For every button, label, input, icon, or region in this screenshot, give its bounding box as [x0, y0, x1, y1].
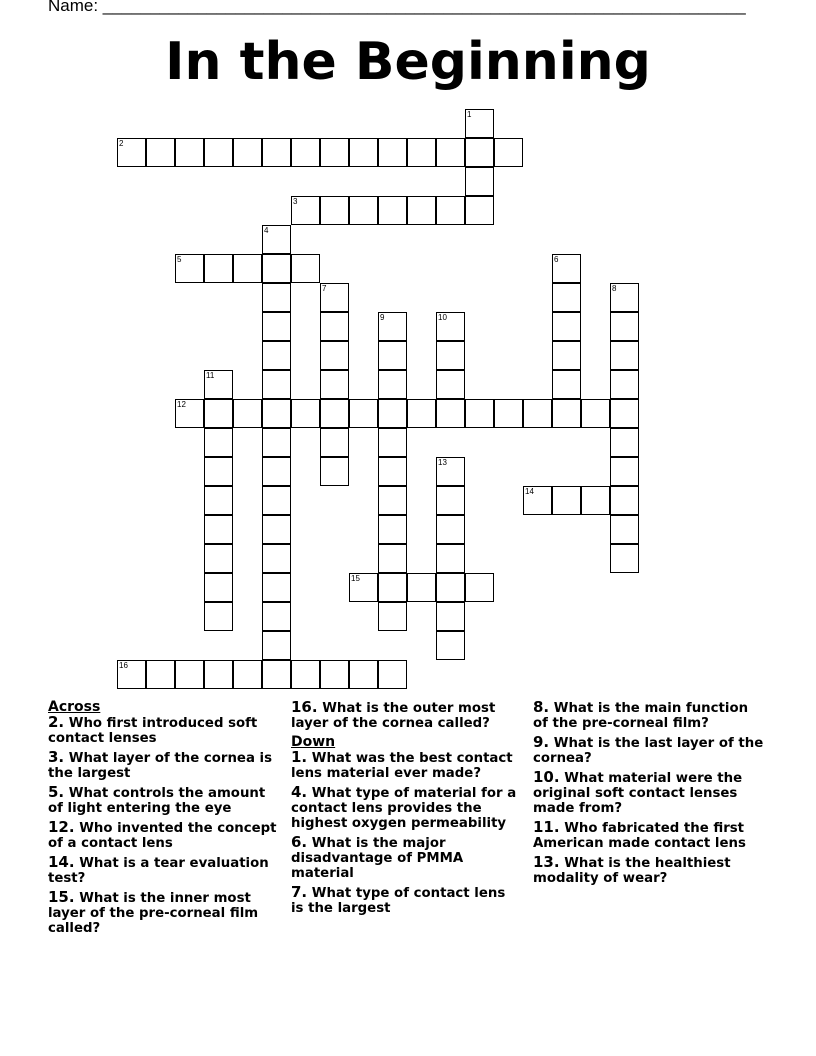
grid-cell[interactable] — [291, 399, 320, 428]
grid-cell[interactable] — [204, 254, 233, 283]
grid-cell[interactable] — [494, 399, 523, 428]
grid-cell[interactable] — [378, 602, 407, 631]
grid-cell[interactable] — [610, 544, 639, 573]
grid-cell[interactable] — [262, 312, 291, 341]
grid-cell[interactable] — [407, 138, 436, 167]
grid-cell[interactable] — [436, 196, 465, 225]
down-clue: 4. What type of material for a contact lens provides the highest oxygen permeability — [291, 783, 517, 831]
down-clue: 11. Who fabricated the first American made contact lens — [533, 818, 746, 851]
grid-cell[interactable] — [552, 312, 581, 341]
grid-cell[interactable] — [233, 254, 262, 283]
grid-cell[interactable] — [552, 370, 581, 399]
grid-cell[interactable] — [407, 573, 436, 602]
grid-cell[interactable] — [378, 138, 407, 167]
across-clue: 15. What is the inner most layer of the pre-corneal film called? — [48, 888, 259, 936]
grid-cell[interactable] — [175, 254, 204, 283]
grid-cell[interactable] — [349, 138, 378, 167]
grid-cell[interactable] — [552, 399, 581, 428]
name-field-label: Name: ____________________________________________________________________ — [48, 0, 746, 15]
grid-cell[interactable] — [262, 660, 291, 689]
grid-cell[interactable] — [436, 631, 465, 660]
grid-cell[interactable] — [436, 515, 465, 544]
grid-cell[interactable] — [465, 138, 494, 167]
grid-cell[interactable] — [610, 283, 639, 312]
grid-cell[interactable] — [436, 457, 465, 486]
grid-cell[interactable] — [262, 254, 291, 283]
grid-cell[interactable] — [436, 602, 465, 631]
clue-number: 9 — [380, 313, 385, 322]
down-clue: 13. What is the healthiest modality of wear? — [533, 853, 731, 886]
grid-cell[interactable] — [465, 573, 494, 602]
grid-cell[interactable] — [349, 573, 378, 602]
grid-cell[interactable] — [465, 399, 494, 428]
grid-cell[interactable] — [465, 196, 494, 225]
down-clue: 6. What is the major disadvantage of PMMA material — [291, 833, 464, 881]
grid-cell[interactable] — [204, 399, 233, 428]
grid-cell[interactable] — [262, 486, 291, 515]
across-clue: 3. What layer of the cornea is the largest — [48, 748, 273, 781]
grid-cell[interactable] — [262, 602, 291, 631]
grid-cell[interactable] — [523, 486, 552, 515]
grid-cell[interactable] — [262, 283, 291, 312]
grid-cell[interactable] — [262, 399, 291, 428]
grid-cell[interactable] — [610, 486, 639, 515]
down-heading: Down — [291, 734, 336, 750]
grid-cell[interactable] — [204, 486, 233, 515]
grid-cell[interactable] — [291, 138, 320, 167]
grid-cell[interactable] — [204, 573, 233, 602]
grid-cell[interactable] — [610, 341, 639, 370]
down-clue: 1. What was the best contact lens material ever made? — [291, 748, 513, 781]
clue-number: 2 — [119, 139, 124, 148]
grid-cell[interactable] — [320, 138, 349, 167]
grid-cell[interactable] — [175, 399, 204, 428]
grid-cell[interactable] — [204, 138, 233, 167]
down-clue: 9. What is the last layer of the cornea? — [533, 733, 764, 766]
grid-cell[interactable] — [233, 660, 262, 689]
grid-cell[interactable] — [378, 370, 407, 399]
grid-cell[interactable] — [552, 283, 581, 312]
down-clue: 10. What material were the original soft contact lenses made from? — [533, 768, 743, 816]
grid-cell[interactable] — [262, 515, 291, 544]
grid-cell[interactable] — [204, 660, 233, 689]
grid-cell[interactable] — [378, 428, 407, 457]
across-heading: Across — [48, 699, 101, 715]
grid-cell[interactable] — [204, 457, 233, 486]
grid-cell[interactable] — [436, 138, 465, 167]
grid-cell[interactable] — [117, 138, 146, 167]
grid-cell[interactable] — [610, 428, 639, 457]
grid-cell[interactable] — [175, 660, 204, 689]
grid-cell[interactable] — [436, 312, 465, 341]
grid-cell[interactable] — [320, 660, 349, 689]
grid-cell[interactable] — [262, 457, 291, 486]
grid-cell[interactable] — [378, 544, 407, 573]
clue-number: 1 — [467, 110, 472, 119]
grid-cell[interactable] — [610, 370, 639, 399]
grid-cell[interactable] — [291, 660, 320, 689]
grid-cell[interactable] — [262, 138, 291, 167]
clue-number: 6 — [554, 255, 559, 264]
clue-number: 15 — [351, 574, 360, 583]
grid-cell[interactable] — [320, 457, 349, 486]
grid-cell[interactable] — [291, 196, 320, 225]
grid-cell[interactable] — [378, 660, 407, 689]
across-clue: 16. What is the outer most layer of the cornea called? — [291, 698, 496, 731]
clue-number: 13 — [438, 458, 447, 467]
grid-cell[interactable] — [378, 486, 407, 515]
across-clue: 14. What is a tear evaluation test? — [48, 853, 269, 886]
grid-cell[interactable] — [320, 428, 349, 457]
across-clue: 2. Who first introduced soft contact lenses — [48, 713, 258, 746]
clue-column-1 — [48, 700, 280, 940]
grid-cell[interactable] — [262, 428, 291, 457]
clue-number: 16 — [119, 661, 128, 670]
grid-cell[interactable] — [378, 399, 407, 428]
down-clue: 8. What is the main function of the pre-corneal film? — [533, 698, 749, 731]
grid-cell[interactable] — [204, 428, 233, 457]
grid-cell[interactable] — [436, 544, 465, 573]
grid-cell[interactable] — [581, 486, 610, 515]
grid-cell[interactable] — [262, 341, 291, 370]
grid-cell[interactable] — [552, 341, 581, 370]
clue-column-3 — [533, 700, 765, 890]
grid-cell[interactable] — [291, 254, 320, 283]
grid-cell[interactable] — [407, 399, 436, 428]
grid-cell[interactable] — [320, 283, 349, 312]
grid-cell[interactable] — [320, 341, 349, 370]
grid-cell[interactable] — [436, 341, 465, 370]
puzzle-title: In the Beginning — [165, 32, 651, 92]
grid-cell[interactable] — [349, 660, 378, 689]
clue-number: 12 — [177, 400, 186, 409]
grid-cell[interactable] — [378, 573, 407, 602]
clue-number: 7 — [322, 284, 327, 293]
grid-cell[interactable] — [436, 399, 465, 428]
grid-cell[interactable] — [378, 312, 407, 341]
down-clue: 7. What type of contact lens is the largest — [291, 883, 506, 916]
grid-cell[interactable] — [262, 370, 291, 399]
grid-cell[interactable] — [552, 486, 581, 515]
grid-cell[interactable] — [610, 457, 639, 486]
grid-cell[interactable] — [494, 138, 523, 167]
grid-cell[interactable] — [436, 370, 465, 399]
clue-number: 8 — [612, 284, 617, 293]
grid-cell[interactable] — [610, 515, 639, 544]
grid-cell[interactable] — [204, 544, 233, 573]
across-clue: 5. What controls the amount of light entering the eye — [48, 783, 266, 816]
grid-cell[interactable] — [378, 515, 407, 544]
grid-cell[interactable] — [465, 109, 494, 138]
clue-column-2 — [291, 700, 519, 920]
grid-cell[interactable] — [581, 399, 610, 428]
grid-cell[interactable] — [465, 167, 494, 196]
clue-number: 11 — [206, 371, 215, 380]
grid-cell[interactable] — [349, 196, 378, 225]
grid-cell[interactable] — [523, 399, 552, 428]
grid-cell[interactable] — [378, 341, 407, 370]
grid-cell[interactable] — [378, 196, 407, 225]
grid-cell[interactable] — [552, 254, 581, 283]
grid-cell[interactable] — [320, 399, 349, 428]
grid-cell[interactable] — [436, 573, 465, 602]
clue-number: 4 — [264, 226, 269, 235]
grid-cell[interactable] — [610, 312, 639, 341]
grid-cell[interactable] — [117, 660, 146, 689]
grid-cell[interactable] — [610, 399, 639, 428]
grid-cell[interactable] — [175, 138, 204, 167]
across-clue: 12. Who invented the concept of a contact lens — [48, 818, 277, 851]
grid-cell[interactable] — [204, 515, 233, 544]
grid-cell[interactable] — [262, 225, 291, 254]
grid-cell[interactable] — [320, 370, 349, 399]
grid-cell[interactable] — [378, 457, 407, 486]
grid-cell[interactable] — [436, 486, 465, 515]
clue-number: 3 — [293, 197, 298, 206]
grid-cell[interactable] — [204, 602, 233, 631]
grid-cell[interactable] — [233, 399, 262, 428]
grid-cell[interactable] — [262, 544, 291, 573]
grid-cell[interactable] — [349, 399, 378, 428]
grid-cell[interactable] — [146, 660, 175, 689]
grid-cell[interactable] — [320, 312, 349, 341]
grid-cell[interactable] — [407, 196, 436, 225]
grid-cell[interactable] — [320, 196, 349, 225]
grid-cell[interactable] — [262, 631, 291, 660]
grid-cell[interactable] — [262, 573, 291, 602]
clue-number: 5 — [177, 255, 182, 264]
clue-number: 14 — [525, 487, 534, 496]
grid-cell[interactable] — [233, 138, 262, 167]
grid-cell[interactable] — [146, 138, 175, 167]
clue-number: 10 — [438, 313, 447, 322]
grid-cell[interactable] — [204, 370, 233, 399]
